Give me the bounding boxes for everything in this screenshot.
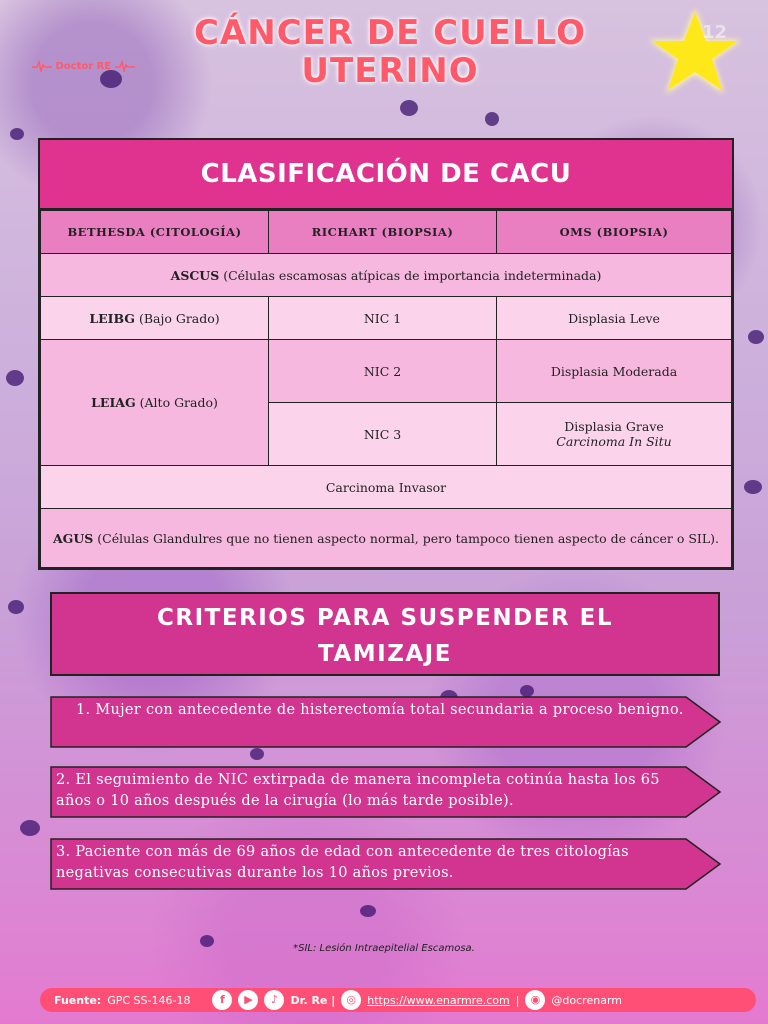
- background-cell: [100, 70, 122, 88]
- source-value: GPC SS-146-18: [107, 993, 191, 1007]
- leibg-cell: LEIBG (Bajo Grado): [41, 297, 269, 340]
- table-row: [41, 509, 732, 568]
- background-cell: [400, 100, 418, 116]
- criteria-item: 2. El seguimiento de NIC extirpada de manera incompleta cotinúa hasta los 65 años o 10 años después de la cirugía (lo más tarde posible).: [50, 766, 722, 818]
- displasia-leve-cell: Displasia Leve: [497, 297, 732, 340]
- nic2-cell: NIC 2: [269, 340, 497, 403]
- criteria-item: 3. Paciente con más de 69 años de edad con antecedente de tres citologías negativas consecutivas durante los 10 años previos.: [50, 838, 722, 890]
- background-cell: [748, 330, 764, 344]
- background-cell: [10, 128, 24, 140]
- star-icon: [640, 2, 750, 102]
- nic1-cell: NIC 1: [269, 297, 497, 340]
- background-cell: [6, 370, 24, 386]
- table-header-row: [41, 211, 732, 254]
- background-cell: [8, 600, 24, 614]
- leiag-cell: LEIAG (Alto Grado): [41, 340, 269, 466]
- carcinoma-invasor-cell: Carcinoma Invasor: [41, 466, 732, 509]
- classification-grid: [40, 210, 732, 568]
- instagram-icon[interactable]: ◉: [525, 990, 545, 1010]
- instagram-handle[interactable]: @docrenarm: [551, 993, 622, 1007]
- background-cell: [744, 480, 762, 494]
- ascus-cell: ASCUS (Células escamosas atípicas de importancia indeterminada): [41, 254, 732, 297]
- table-row: [41, 340, 732, 403]
- displasia-moderada-cell: Displasia Moderada: [497, 340, 732, 403]
- page-title-line2: UTERINO: [301, 51, 479, 91]
- page-title: [150, 14, 630, 90]
- globe-icon: ◎: [341, 990, 361, 1010]
- footnote: *SIL: Lesión Intraepitelial Escamosa.: [293, 943, 475, 954]
- displasia-grave-cell: Displasia Grave Carcinoma In Situ: [497, 403, 732, 466]
- background-cell: [360, 905, 376, 917]
- separator: |: [515, 993, 520, 1007]
- column-header: RICHART (BIOPSIA): [269, 211, 497, 254]
- brand-name: Dr. Re |: [290, 993, 336, 1007]
- background-cell: [20, 820, 40, 836]
- heartbeat-icon: [115, 60, 135, 72]
- table-row: [41, 254, 732, 297]
- website-link[interactable]: https://www.enarmre.com: [367, 993, 510, 1007]
- nic3-cell: NIC 3: [269, 403, 497, 466]
- criteria-item: 1. Mujer con antecedente de histerectomía total secundaria a proceso benigno.: [50, 696, 722, 748]
- agus-cell: AGUS (Células Glandulres que no tienen aspecto normal, pero tampoco tienen aspecto de cáncer o SIL).: [41, 509, 732, 568]
- youtube-icon[interactable]: ▶: [238, 990, 258, 1010]
- classification-table: [38, 138, 734, 570]
- source-label: Fuente:: [54, 993, 102, 1007]
- tiktok-icon[interactable]: ♪: [264, 990, 284, 1010]
- table-row: [41, 466, 732, 509]
- star-number: 12: [702, 22, 728, 43]
- background-cell: [250, 748, 264, 760]
- logo-text: Doctor RE: [55, 61, 112, 72]
- background-cell: [485, 112, 499, 126]
- column-header: OMS (BIOPSIA): [497, 211, 732, 254]
- table-title: CLASIFICACIÓN DE CACU: [40, 140, 732, 210]
- column-header: BETHESDA (CITOLOGÍA): [41, 211, 269, 254]
- table-row: [41, 297, 732, 340]
- heartbeat-icon: [32, 60, 52, 72]
- brand-logo: [32, 60, 135, 72]
- criteria-title: CRITERIOS PARA SUSPENDER EL TAMIZAJE: [50, 592, 720, 676]
- footer-bar: [40, 988, 756, 1012]
- page-title-line1: CÁNCER DE CUELLO: [193, 13, 586, 53]
- facebook-icon[interactable]: f: [212, 990, 232, 1010]
